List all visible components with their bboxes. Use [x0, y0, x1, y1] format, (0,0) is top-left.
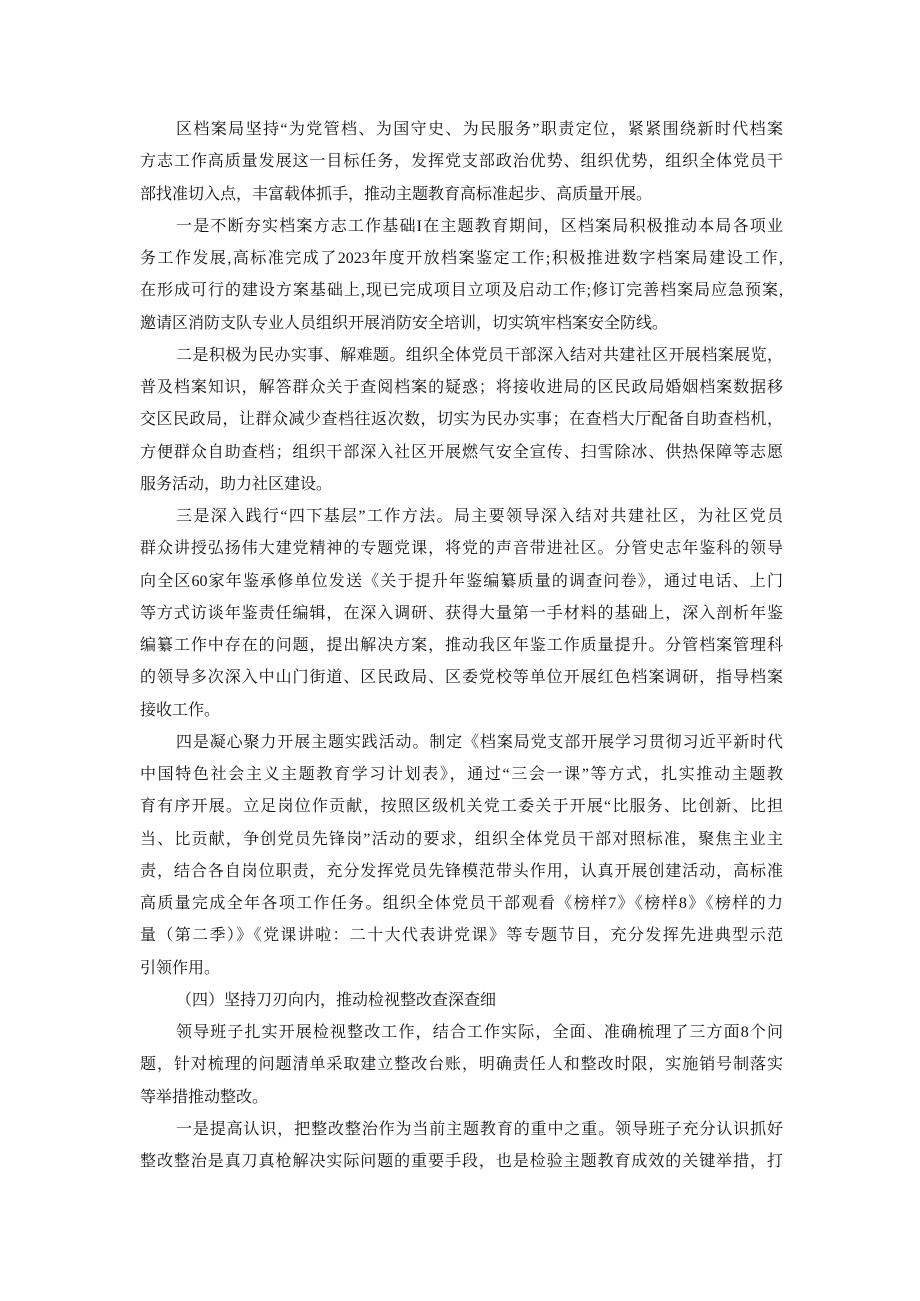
paragraph — [140, 501, 783, 727]
text-line: 等方式访谈年鉴责任编辑，在深入调研、获得大量第一手材料的基础上，深入剖析年鉴 — [140, 604, 783, 622]
text-line: 区档案局坚持“为党管档、为国守史、为民服务”职责定位，紧紧围绕新时代档案 — [176, 121, 783, 138]
text-line: 当、比贡献，争创党员先锋岗”活动的要求，组织全体党员干部对照标准，聚焦主业主 — [140, 830, 783, 848]
text-line: 量（第二季）》《党课讲啦：二十大代表讲党课》等专题节目，充分发挥先进典型示范 — [140, 927, 783, 945]
text-line: 的领导多次深入中山门街道、区民政局、区委党校等单位开展红色档案调研，指导档案 — [140, 669, 783, 687]
section-heading: （四）坚持刀刃向内，推动检视整改查深查细 — [176, 991, 497, 1009]
paragraph — [140, 1017, 783, 1114]
text-line: 领导班子扎实开展检视整改工作，结合工作实际，全面、准确梳理了三方面8个问 — [176, 1024, 783, 1041]
text-line: 服务活动，助力社区建设。 — [140, 475, 333, 493]
text-line: 题，针对梳理的问题清单采取建立整改台账，明确责任人和整改时限，实施销号制落实 — [140, 1056, 783, 1074]
text-line: 方便群众自助查档；组织干部深入社区开展燃气安全宣传、扫雪除冰、供热保障等志愿 — [140, 443, 783, 461]
text-line: 等举措推动整改。 — [140, 1088, 269, 1106]
text-line: 方志工作高质量发展这一目标任务，发挥党支部政治优势、组织优势，组织全体党员干 — [140, 153, 783, 171]
text-line: 高质量完成全年各项工作任务。组织全体党员干部观看《榜样7》《榜样8》《榜样的力 — [140, 895, 783, 912]
text-line: 责，结合各自岗位职责，充分发挥党员先锋模范带头作用，认真开展创建活动，高标准 — [140, 862, 783, 880]
text-line: 三是深入践行“四下基层”工作方法。局主要领导深入结对共建社区，为社区党员 — [176, 508, 783, 525]
text-line: 二是积极为民办实事、解难题。组织全体党员干部深入结对共建社区开展档案展览， — [176, 346, 783, 364]
text-line: 一是提高认识，把整改整治作为当前主题教育的重中之重。领导班子充分认识抓好 — [176, 1120, 783, 1138]
section-paragraphs — [140, 1017, 783, 1178]
paragraph — [140, 211, 783, 340]
paragraph — [140, 727, 783, 985]
text-line: 育有序开展。立足岗位作贡献，按照区级机关党工委关于开展“比服务、比创新、比担 — [140, 798, 783, 816]
text-line: 编纂工作中存在的问题，提出解决方案，推动我区年鉴工作质量提升。分管档案管理科 — [140, 637, 783, 654]
text-line: 务工作发展,高标准完成了2023年度开放档案鉴定工作;积极推进数字档案局建设工作, — [140, 250, 783, 267]
paragraph — [140, 1114, 783, 1179]
intro-paragraphs — [140, 114, 783, 985]
document-page — [140, 114, 783, 1178]
text-line: 交区民政局，让群众减少查档往返次数，切实为民办实事；在查档大厅配备自助查档机， — [140, 411, 783, 429]
text-line: 整改整治是真刀真枪解决实际问题的重要手段，也是检验主题教育成效的关键举措，打 — [140, 1153, 783, 1170]
paragraph — [140, 114, 783, 211]
text-line: 中国特色社会主义主题教育学习计划表》，通过“三会一课”等方式，扎实推动主题教 — [140, 766, 783, 783]
text-line: 邀请区消防支队专业人员组织开展消防安全培训，切实筑牢档案安全防线。 — [140, 314, 669, 332]
text-line: 接收工作。 — [140, 701, 221, 719]
paragraph — [140, 340, 783, 501]
text-line: 在形成可行的建设方案基础上,现已完成项目立项及启动工作;修订完善档案局应急预案, — [140, 282, 783, 300]
text-line: 普及档案知识，解答群众关于查阅档案的疑惑；将接收进局的区民政局婚姻档案数据移 — [140, 379, 783, 396]
text-line: 引领作用。 — [140, 959, 221, 977]
text-line: 群众讲授弘扬伟大建党精神的专题党课，将党的声音带进社区。分管史志年鉴科的领导 — [140, 540, 783, 558]
text-line: 四是凝心聚力开展主题实践活动。制定《档案局党支部开展学习贯彻习近平新时代 — [176, 733, 783, 751]
text-line: 部找准切入点，丰富载体抓手，推动主题教育高标准起步、高质量开展。 — [140, 185, 653, 203]
text-line: 一是不断夯实档案方志工作基础I在主题教育期间，区档案局积极推动本局各项业 — [176, 217, 783, 235]
text-line: 向全区60家年鉴承修单位发送《关于提升年鉴编纂质量的调查问卷》，通过电话、上门 — [140, 572, 783, 590]
